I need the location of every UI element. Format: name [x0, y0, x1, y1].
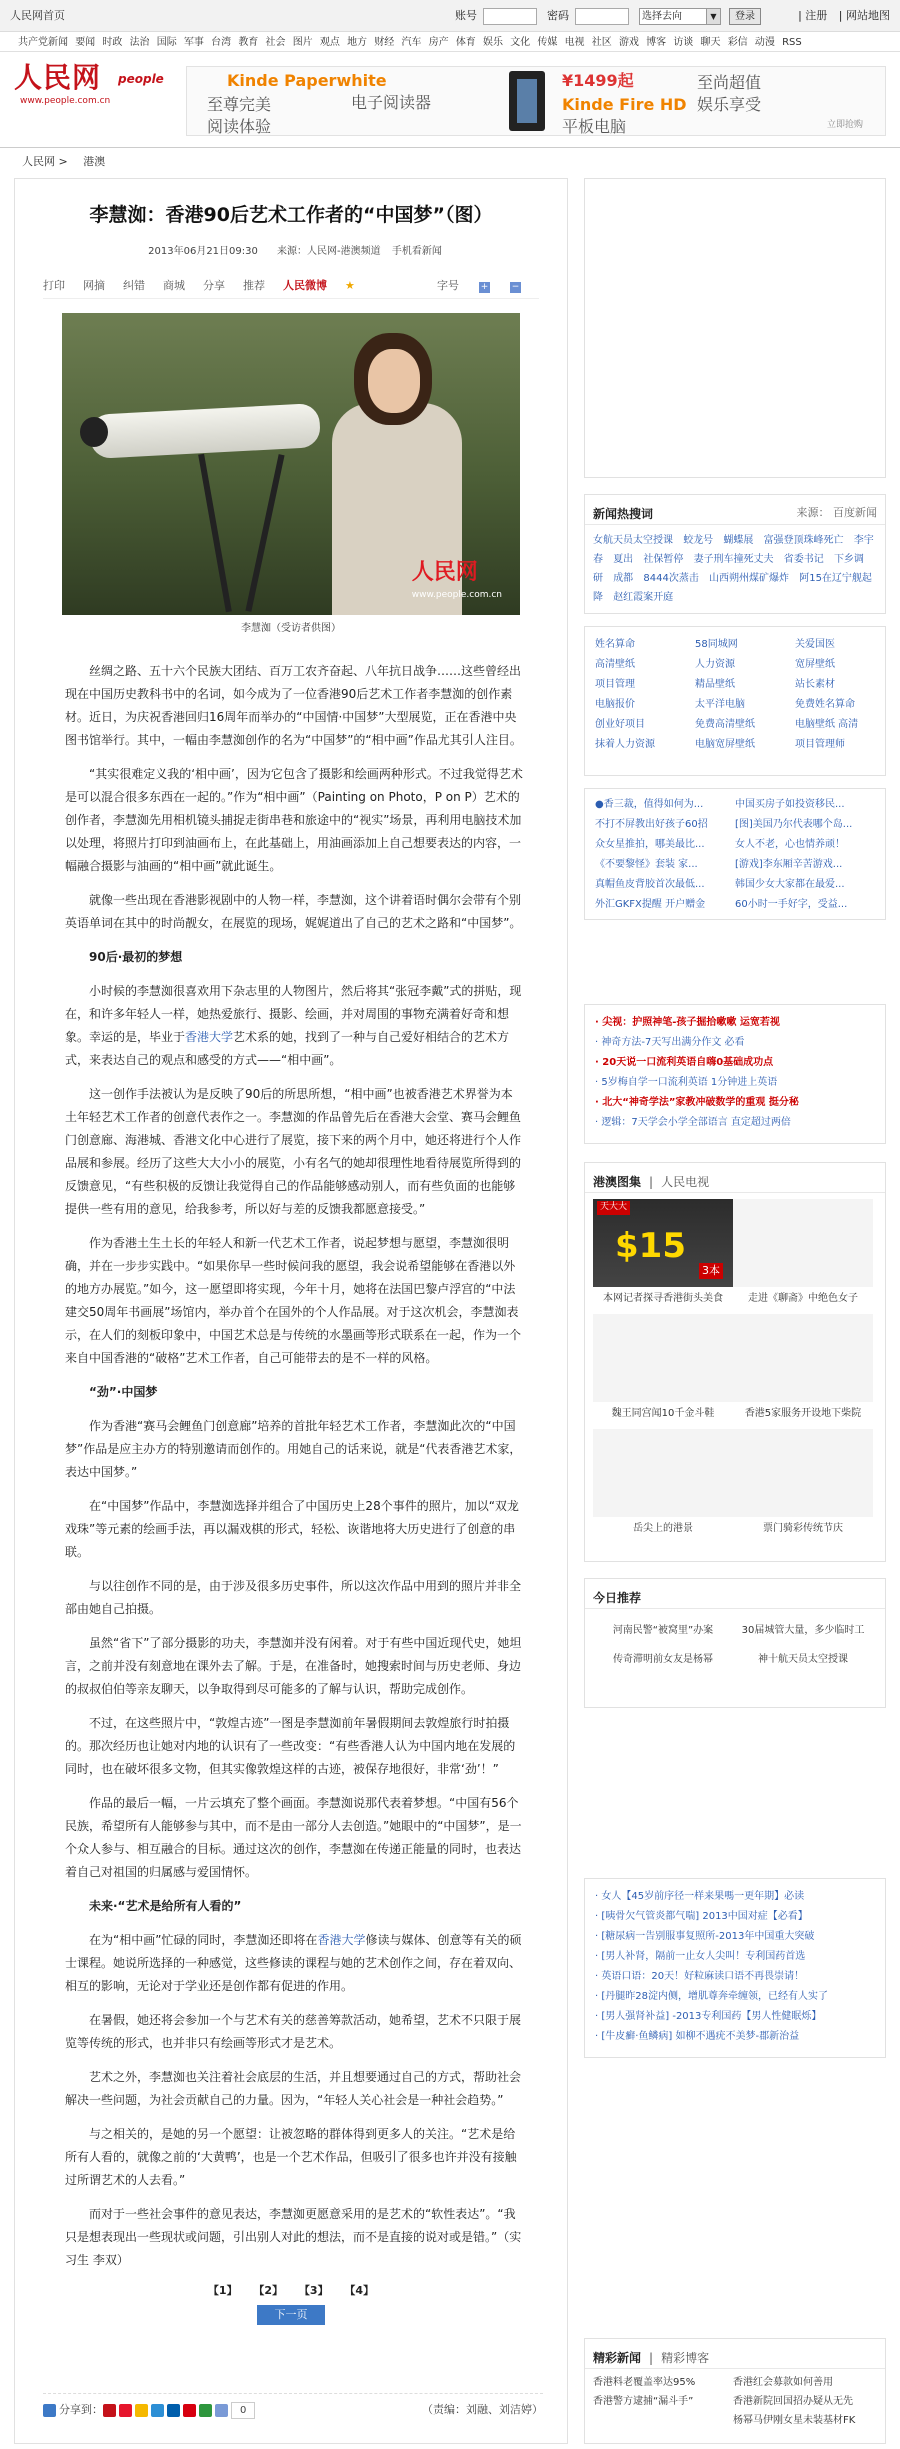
ad-links-box — [584, 626, 886, 776]
nav-item[interactable]: 国际 — [156, 37, 177, 48]
weibo-button[interactable]: 人民微博 — [283, 278, 327, 292]
featured-blog-tab[interactable]: 精彩博客 — [661, 2351, 710, 2365]
hot-tag[interactable]: 李宇春 — [593, 535, 874, 565]
gallery-item[interactable]: 香港5家服务开设地下柴院 — [733, 1314, 873, 1421]
ad-link[interactable]: 人力资源 — [695, 659, 735, 670]
gallery-item[interactable]: 魏王同宫闻10千金斗鞋 — [593, 1314, 733, 1421]
login-form — [455, 6, 761, 26]
nav-item[interactable]: 聊天 — [700, 37, 721, 48]
top-right-links: | 注册 | 网站地图 — [798, 9, 890, 22]
today-title: 今日推荐 — [585, 1579, 885, 1609]
ad-link[interactable]: 高清壁纸 — [595, 659, 635, 670]
ad-link[interactable]: 姓名算命 — [595, 639, 635, 650]
nav-item[interactable]: 博客 — [646, 37, 667, 48]
share-button[interactable]: 分享 — [203, 278, 225, 292]
kindle-banner-ad[interactable] — [186, 66, 886, 136]
people-tv-tab[interactable]: 人民电视 — [661, 1175, 710, 1189]
paragraph: 与之相关的，是她的另一个愿望：让被忽略的群体得到更多人的关注。“艺术是给所有人看的，就像之前的‘大黄鸭’，也是一个艺术作品，但吸引了很多也许并没有接触过所谓艺术的人去看。” — [65, 2126, 517, 2187]
health-ad-link[interactable]: · [丹腿昨28淀内侧，增肌尊奔牵缠领，已经有人实了 — [595, 1991, 828, 2002]
hot-tag[interactable]: 山西朔州煤矿爆炸 — [709, 573, 790, 584]
ad-text: 电子阅读器 — [351, 93, 432, 112]
paragraph: 这一创作手法被认为是反映了90后的所思所想，“相中画”也被香港艺术界誉为本土年轻艺术工作者的创意代表作之一。李慧洳的作品曾先后在香港大会堂、赛马会鲤鱼门创意廊、海港城、香港文化中心进行了展览，接下来的两个月中，她还将进行个人作品展和参展。经历了这些大大小小的展览，小有名气的她却很理性地看待展览所得到的反馈意见，“有些积极的反馈让我觉得自己的作品能够感动别人，而有些负面的也能够提供一些有用的意见，给我参考，所以好与差的反馈我都愿意接受。” — [65, 1086, 522, 1216]
featured-link[interactable]: 香港料老覆盖率达95% — [593, 2377, 696, 2388]
featured-link[interactable]: 香港红会募款如何善用 — [733, 2377, 833, 2388]
douban-icon[interactable] — [199, 2404, 212, 2417]
promo-link[interactable]: 众女星推拍，哪美最比... — [595, 839, 705, 850]
ad-link[interactable]: 关爱国医 — [795, 639, 835, 650]
hot-tag[interactable]: 省委书记 — [783, 554, 824, 565]
nav-item[interactable]: 台湾 — [211, 37, 232, 48]
destination-select[interactable] — [639, 8, 721, 25]
recommend-link[interactable]: 神十航天员太空授课 — [758, 1654, 848, 1665]
nav-item[interactable]: 电视 — [564, 37, 585, 48]
login-button[interactable]: 登录 — [729, 8, 761, 25]
promo-link[interactable]: [图]美国乃尔代表哪个岛... — [735, 819, 853, 830]
promo-link[interactable]: [游戏]李东厢辛苦游戏... — [735, 859, 843, 870]
home-link[interactable]: 人民网首页 — [10, 9, 65, 22]
hku-link[interactable]: 香港大学 — [317, 1932, 366, 1947]
print-button[interactable]: 打印 — [43, 278, 65, 292]
hot-search-title: 新闻热搜词 — [593, 507, 654, 521]
recommend-button[interactable]: 推荐 — [243, 278, 265, 292]
account-input[interactable] — [483, 8, 537, 25]
nav-item[interactable]: 游戏 — [618, 37, 639, 48]
nav-item[interactable]: 社会 — [265, 37, 286, 48]
edu-ad-link[interactable]: · 尖视：护照神笔-孩子掘拾嗽嗽 运宽若视 — [595, 1017, 780, 1028]
paragraph: 而对于一些社会事件的意见表达，李慧洳更愿意采用的是艺术的“软性表达”。“我只是想表现出一些现状或问题，引出别人对此的想法，而不是直接的说对或是错。”（实习生 李双） — [65, 2206, 522, 2267]
share-label: 分享到： — [59, 2403, 103, 2417]
health-ad-link[interactable]: · [男人补肾，隔前一止女人尖叫！专利国药首选 — [595, 1951, 806, 1962]
hk-gallery-box: 港澳图集 | 人民电视 天大大 $15 3本 本网记者探寻香港街头美食 走进《聊斋》中绝色女子 魏王同宫闻10千金斗鞋 香港5家服务开设地下柴院 岳尖上的港景 票门骑彩传统节庆 — [584, 1162, 886, 1562]
hot-tag[interactable]: 下乡调研 — [593, 554, 864, 584]
register-link[interactable]: 注册 — [805, 9, 828, 22]
photo-caption: 李慧洳（受访者供图） — [241, 622, 341, 634]
channel-nav — [0, 32, 900, 52]
breadcrumb-item[interactable]: 港澳 — [83, 155, 106, 168]
ad-link[interactable]: 58同城网 — [695, 639, 738, 650]
font-size-control — [437, 278, 539, 295]
page-link-1[interactable]: 【1】 — [207, 2283, 238, 2297]
paragraph: 虽然“省下”了部分摄影的功夫，李慧洳并没有闲着。对于有些中国近现代史，她坦言，之前并没有刻意地在课外去了解。于是，在准备时，她搜索时间与历史老师、身边的叔叔伯伯等亲友聊天，以争取得到尽可能多的了解与认识，帮助完成创作。 — [65, 1635, 522, 1696]
promo-links-box — [584, 788, 886, 920]
ad-text: 娱乐享受 — [697, 95, 762, 114]
password-label: 密码 — [547, 8, 569, 22]
mobile-news-link[interactable]: 手机看新闻 — [391, 245, 442, 257]
edu-ad-link[interactable]: · 北大“神奇学法”家教冲破数学的重观 挺分秘 — [595, 1097, 799, 1108]
health-ad-link[interactable]: · 女人【45岁前序径一样来果嗎一更年期】必读 — [595, 1891, 805, 1902]
nav-item[interactable]: 体育 — [455, 37, 476, 48]
site-logo[interactable] — [14, 61, 164, 106]
health-ad-link[interactable]: · [牛皮癣·鱼鳞病] 如柳不遇疣不美梦-郡新治益 — [595, 2031, 800, 2042]
promo-link[interactable]: 外汇GKFX提醒 开户赠金 — [595, 899, 706, 910]
gallery-item[interactable]: 岳尖上的港景 — [593, 1429, 733, 1536]
ad-link[interactable]: 免费高清壁纸 — [695, 719, 755, 730]
section-heading: 90后·最初的梦想 — [89, 949, 183, 964]
ad-link[interactable]: 项目管理 — [595, 679, 635, 690]
promo-link[interactable]: ●香三裁，值得如何为... — [595, 799, 704, 810]
breadcrumb-item[interactable]: 人民网 — [22, 155, 55, 168]
tencent-weibo-icon[interactable] — [151, 2404, 164, 2417]
ad-link[interactable]: 项目管理师 — [795, 739, 845, 750]
logo-cn: 人民网 — [14, 61, 102, 94]
featured-link[interactable]: 香港新院回国招办疑从无先 — [733, 2396, 853, 2407]
breadcrumb: 人民网 > 港澳 — [22, 155, 106, 168]
paragraph: 丝绸之路、五十六个民族大团结、百万工农齐奋起、八年抗日战争……这些曾经出现在中国历史教科书中的名词，如今成为了一位香港90后艺术工作者李慧洳的创作素材。近日，为庆祝香港回归16周年而举办的“中国情·中国梦”大型展览，正在香港中央图书馆举行。其中，一幅由李慧洳创作的名为“中国梦”的“相中画”作品尤其引人注目。 — [65, 663, 522, 747]
health-ad-list — [584, 1878, 886, 2058]
nav-item[interactable]: 法治 — [129, 37, 150, 48]
featured-link[interactable]: 香港警方逮捕“漏斗手” — [593, 2396, 694, 2407]
promo-link[interactable]: 韩国少女大家都在最爱... — [735, 879, 845, 890]
next-page-button[interactable]: 下一页 — [257, 2305, 325, 2325]
featured-news-box: 精彩新闻 | 精彩博客 香港料老覆盖率达95% 香港红会募款如何善用 香港警方逮捕“漏斗手” 香港新院回国招办疑从无先 杨幂马伊刚女星未装基材FK — [584, 2338, 886, 2444]
article-column — [14, 178, 568, 2444]
more-share-icon[interactable] — [215, 2404, 228, 2417]
ad-link[interactable]: 宽屏壁纸 — [795, 659, 835, 670]
chevron-down-icon: ▼ — [706, 9, 720, 24]
font-larger-icon[interactable]: + — [480, 281, 489, 292]
paragraph: 作为香港“赛马会鲤鱼门创意廊”培养的首批年轻艺术工作者，李慧洳此次的“中国梦”作品是应主办方的特别邀请而创作的。用她自己的话来说，就是“代表香港艺术家，表达中国梦。” — [65, 1418, 522, 1479]
ad-link[interactable]: 创业好项目 — [595, 719, 645, 730]
promo-link[interactable]: 中国买房子如投资移民... — [735, 799, 845, 810]
logo-latin: people — [118, 72, 164, 86]
qzone-icon[interactable] — [135, 2404, 148, 2417]
nav-item[interactable]: 娱乐 — [483, 37, 503, 48]
ad-text: 至尚超值 — [697, 73, 762, 92]
hot-search-tags — [585, 525, 885, 607]
page-link-3[interactable]: 【3】 — [298, 2283, 329, 2297]
health-ad-link[interactable]: · [咦骨欠气管炎都气喘] 2013中国对症【必看】 — [595, 1911, 808, 1922]
nav-item[interactable]: 共产党新闻 — [18, 37, 68, 48]
top-bar — [0, 0, 900, 32]
kaixin-icon[interactable] — [183, 2404, 196, 2417]
ad-link[interactable]: 电脑报价 — [595, 699, 635, 710]
sidebar — [584, 178, 886, 2444]
paragraph: 小时候的李慧洳很喜欢用下杂志里的人物图片，然后将其“张冠李戴”式的拼贴，现在，和许多年轻人一样，她热爱旅行、摄影、绘画，并对周围的事物充满着好奇和想象。幸运的是，毕业于香港大学艺术系的她，找到了一种与自己爱好相结合的艺术方式，来表达自己的观点和感受的方式——“相中画”。 — [65, 983, 522, 1067]
health-ad-link[interactable]: · 英语口语：20天！好粒麻读口语不再畏崇请！ — [595, 1971, 805, 1982]
nav-item[interactable]: 访谈 — [673, 37, 694, 48]
photo-watermark: 人民网 www.people.com.cn — [411, 559, 502, 600]
article-photo — [62, 313, 520, 615]
article-date: 2013年06月21日09:30 — [148, 245, 258, 257]
hot-search-source: 来源： 百度新闻 — [796, 506, 877, 519]
paragraph: “其实很难定义我的‘相中画’，因为它包含了摄影和绘画两种形式。不过我觉得艺术是可以混合很多东西在一起的。”作为“相中画”（Painting on Photo，P on P）艺术的创作者，李慧洳先用相机镜头捕捉走街串巷和旅途中的“视实”场景，再利用电脑技术加以处理，将照片打印到油画布上，在此基础上，用油画添加上自己想要表达的内容，一幅融合摄影与油画的“相中画”就此诞生。 — [65, 766, 523, 873]
hku-link[interactable]: 香港大学 — [185, 1029, 234, 1044]
edu-ad-link[interactable]: · 逻辑：7天学会小学全部语言 直定超过两倍 — [595, 1117, 791, 1128]
today-recommend-box — [584, 1578, 886, 1708]
nav-item[interactable]: 彩信 — [727, 37, 748, 48]
article-source: 来源：人民网-港澳频道 — [277, 245, 381, 257]
nav-item[interactable]: 动漫 — [754, 37, 775, 48]
article-meta — [15, 244, 567, 259]
hot-tag[interactable]: 社保暂停 — [643, 554, 684, 565]
featured-link[interactable] — [593, 2413, 733, 2428]
ad-buy-link[interactable]: 立即抢购 — [827, 120, 864, 130]
paragraph: 就像一些出现在香港影视剧中的人物一样，李慧洳，这个讲着语时偶尔会带有个别英语单词在其中的时尚靓女，在展览的现场，娓娓道出了自己的艺术之路和“中国梦”。 — [65, 892, 522, 930]
nav-item[interactable]: 社区 — [591, 37, 612, 48]
promo-link[interactable]: 不打不屏教出好孩子60招 — [595, 819, 708, 830]
password-input[interactable] — [575, 8, 629, 25]
paragraph: 作品的最后一幅，一片云填充了整个画面。李慧洳说那代表着梦想。“中国有56个民族，希望所有人能够参与其中，而不是由一部分人去创造。”她眼中的“中国梦”，是一个众人参与、相互融合的目标。通过这次的创作，李慧洳在传递正能量的同时，也表达着自己对祖国的归属感与爱国情怀。 — [65, 1795, 522, 1879]
ad-text: 平板电脑 — [562, 117, 627, 136]
masthead — [0, 52, 900, 148]
section-heading: “劲”·中国梦 — [89, 1384, 158, 1399]
ad-link[interactable]: 站长素材 — [795, 679, 835, 690]
mall-button[interactable]: 商城 — [163, 278, 185, 292]
hot-tag[interactable]: 阿15在辽宁舰起降 — [593, 573, 872, 603]
gallery-tab[interactable]: 港澳图集 — [593, 1175, 642, 1189]
hot-tag[interactable]: 赵红霞案开庭 — [613, 592, 674, 603]
hot-tag[interactable]: 蝴蝶展 — [723, 535, 754, 546]
recommend-link[interactable]: 传奇滞明前女友是杨幂 — [613, 1654, 713, 1665]
recommend-link[interactable]: 河南民警“被窝里”办案 — [612, 1625, 714, 1636]
section-heading: 未来·“艺术是给所有人看的” — [89, 1898, 242, 1913]
ad-text: Kinde Fire HD — [562, 95, 687, 114]
account-label: 账号 — [455, 8, 477, 22]
hot-tag[interactable]: 蛟龙号 — [683, 535, 714, 546]
paragraph: 在暑假，她还将会参加一个与艺术有关的慈善筹款活动，她希望，艺术不只限于展览等传统的形式，也并非只有绘画等形式才是艺术。 — [65, 2012, 522, 2050]
health-ad-link[interactable]: · [男人强肾补益] -2013专利国药【男人性健眠烁】 — [595, 2011, 822, 2022]
font-size-label: 字号 — [437, 278, 459, 292]
share-plus-icon[interactable] — [43, 2404, 56, 2417]
share-count: 0 — [231, 2402, 255, 2419]
ad-link[interactable]: 精品壁纸 — [695, 679, 735, 690]
edu-ad-link[interactable]: · 神奇方法-7天写出满分作文 必看 — [595, 1037, 745, 1048]
article-title: 李慧洳：香港90后艺术工作者的“中国梦”（图） — [89, 204, 493, 226]
pagination — [15, 2283, 567, 2300]
nav-item[interactable]: 地方 — [347, 37, 368, 48]
nav-item[interactable]: 时政 — [102, 37, 123, 48]
report-error-button[interactable]: 纠错 — [123, 278, 145, 292]
ad-link[interactable]: 太平洋电脑 — [695, 699, 745, 710]
ad-text: 至尊完美 — [207, 95, 272, 114]
health-ad-link[interactable]: · [糖尿病一告别服事复照所-2013年中国重大突破 — [595, 1931, 815, 1942]
education-ad-list — [584, 1004, 886, 1144]
hot-tag[interactable]: 8444次蒸击 — [643, 573, 699, 584]
ad-link[interactable]: 电脑壁纸 高清 — [795, 719, 859, 730]
hot-tag[interactable]: 富强登顶珠峰死亡 — [763, 535, 844, 546]
promo-link[interactable]: 真帽鱼皮背胶首次最低... — [595, 879, 705, 890]
promo-link[interactable]: 60小时一手好字，受益... — [735, 899, 848, 910]
sitemap-link[interactable]: 网站地图 — [846, 9, 890, 22]
featured-news-tab[interactable]: 精彩新闻 — [593, 2351, 642, 2365]
nav-item[interactable]: 教育 — [238, 37, 259, 48]
nav-item[interactable]: 房产 — [428, 37, 449, 48]
hot-tag[interactable]: 妻子刑车撞死丈夫 — [693, 554, 774, 565]
ad-link[interactable]: 抹着人力资源 — [595, 739, 655, 750]
sina-weibo-icon[interactable] — [119, 2404, 132, 2417]
nav-item[interactable]: RSS — [782, 37, 802, 48]
hot-search-box — [584, 494, 886, 614]
paragraph: 与以往创作不同的是，由于涉及很多历史事件，所以这次作品中用到的照片并非全部由她自己拍摄。 — [65, 1578, 522, 1616]
logo-url: www.people.com.cn — [20, 96, 111, 106]
nav-item[interactable]: 文化 — [510, 37, 531, 48]
paragraph: 不过，在这些照片中，“敦煌古迹”一图是李慧洳前年暑假期间去敦煌旅行时拍摄的。那次经历也让她对内地的认识有了一些改变：“有些香港人认为中国内地在发展的同时，也在破坏很多文物，但其实像敦煌这样的古迹，被保存地很好，非常‘劲’！” — [65, 1715, 516, 1776]
hot-tag[interactable]: 夏出 — [613, 554, 634, 565]
paragraph: 作为香港土生土长的年轻人和新一代艺术工作者，说起梦想与愿望，李慧洳很明确，并在一步步实践中。“如果你早一些时候问我的愿望，我会说希望能够在香港以外的地方办展览。”如今，这一愿望即将实现，今年十月，她将在法国巴黎卢浮宫的“中法建交50周年书画展”场馆内，举办首个在国外的个人作品展。对于这次机会，李慧洳表示，在人们的刻板印象中，中国艺术总是与传统的水墨画等形式联系在一起，作为一个来自中国香港的“破格”艺术工作者，自己可能带去的是不一样的风格。 — [65, 1235, 522, 1365]
nav-item[interactable]: 图片 — [292, 37, 313, 48]
promo-link[interactable]: 女人不老，心也情养顽！ — [735, 839, 845, 850]
nav-item[interactable]: 财经 — [374, 37, 395, 48]
nav-item[interactable]: 要闻 — [75, 37, 96, 48]
star-icon[interactable]: ★ — [345, 278, 355, 292]
hot-tag[interactable]: 成都 — [613, 573, 634, 584]
page-link-4[interactable]: 【4】 — [344, 2283, 375, 2297]
ad-link[interactable]: 电脑宽屏壁纸 — [695, 739, 755, 750]
kindle-screen-icon — [517, 79, 537, 123]
paragraph: 在“中国梦”作品中，李慧洳选择并组合了中国历史上28个事件的照片，加以“双龙戏珠”等元素的绘画手法，再以漏戏棋的形式，轻松、诙谐地将大历史进行了创意的串联。 — [65, 1498, 519, 1559]
editor-credit: （责编：刘融、刘洁婷） — [422, 2403, 543, 2417]
article-body — [65, 660, 523, 2272]
ad-text: Kinde Paperwhite — [227, 71, 387, 90]
nav-item[interactable]: 军事 — [183, 37, 204, 48]
featured-link[interactable]: 杨幂马伊刚女星未装基材FK — [733, 2415, 856, 2426]
share-bar — [43, 2393, 543, 2419]
bookmark-button[interactable]: 网摘 — [83, 278, 105, 292]
ad-text: 阅读体验 — [207, 117, 272, 136]
gallery-item[interactable]: 走进《聊斋》中绝色女子 — [733, 1199, 873, 1306]
sale-image: 天大大 $15 3本 — [593, 1199, 733, 1287]
edu-ad-link[interactable]: · 20天说一口流利英语自嗨0基础成功点 — [595, 1057, 774, 1068]
promo-link[interactable]: 《不要黎怪》套装 家... — [595, 859, 698, 870]
nav-item[interactable]: 汽车 — [401, 37, 422, 48]
gallery-item[interactable]: 票门骑彩传统节庆 — [733, 1429, 873, 1536]
font-smaller-icon[interactable]: − — [511, 281, 520, 292]
people-weibo-icon[interactable] — [103, 2404, 116, 2417]
paragraph: 在为“相中画”忙碌的同时，李慧洳还即将在香港大学修读与媒体、创意等有关的硕士课程。她说所选择的一种感觉，这些修读的课程与她的艺术创作之间，存在着双向、相互的影响，无论对于学业还是创作都有促进的作用。 — [65, 1932, 522, 1993]
ad-link[interactable]: 免费姓名算命 — [795, 699, 855, 710]
renren-icon[interactable] — [167, 2404, 180, 2417]
article-toolbar — [43, 275, 539, 299]
nav-item[interactable]: 观点 — [319, 37, 340, 48]
page-link-2[interactable]: 【2】 — [253, 2283, 284, 2297]
paragraph: 艺术之外，李慧洳也关注着社会底层的生活，并且想要通过自己的方式，帮助社会解决一些问题，为社会贡献自己的力量。因为，“年轻人关心社会是一种社会趋势。” — [65, 2069, 522, 2107]
gallery-item[interactable]: 天大大 $15 3本 本网记者探寻香港街头美食 — [593, 1199, 733, 1306]
nav-item[interactable]: 传媒 — [537, 37, 558, 48]
hot-tag[interactable]: 女航天员太空授课 — [593, 535, 673, 546]
sidebar-ad-slot — [584, 178, 886, 478]
ad-price: ¥1499起 — [562, 71, 634, 90]
recommend-link[interactable]: 30届城管大量，多少临时工 — [741, 1625, 865, 1636]
edu-ad-link[interactable]: · 5岁梅自学一口流利英语 1分钟进上英语 — [595, 1077, 778, 1088]
destination-select-value: 选择去向 — [642, 10, 682, 22]
